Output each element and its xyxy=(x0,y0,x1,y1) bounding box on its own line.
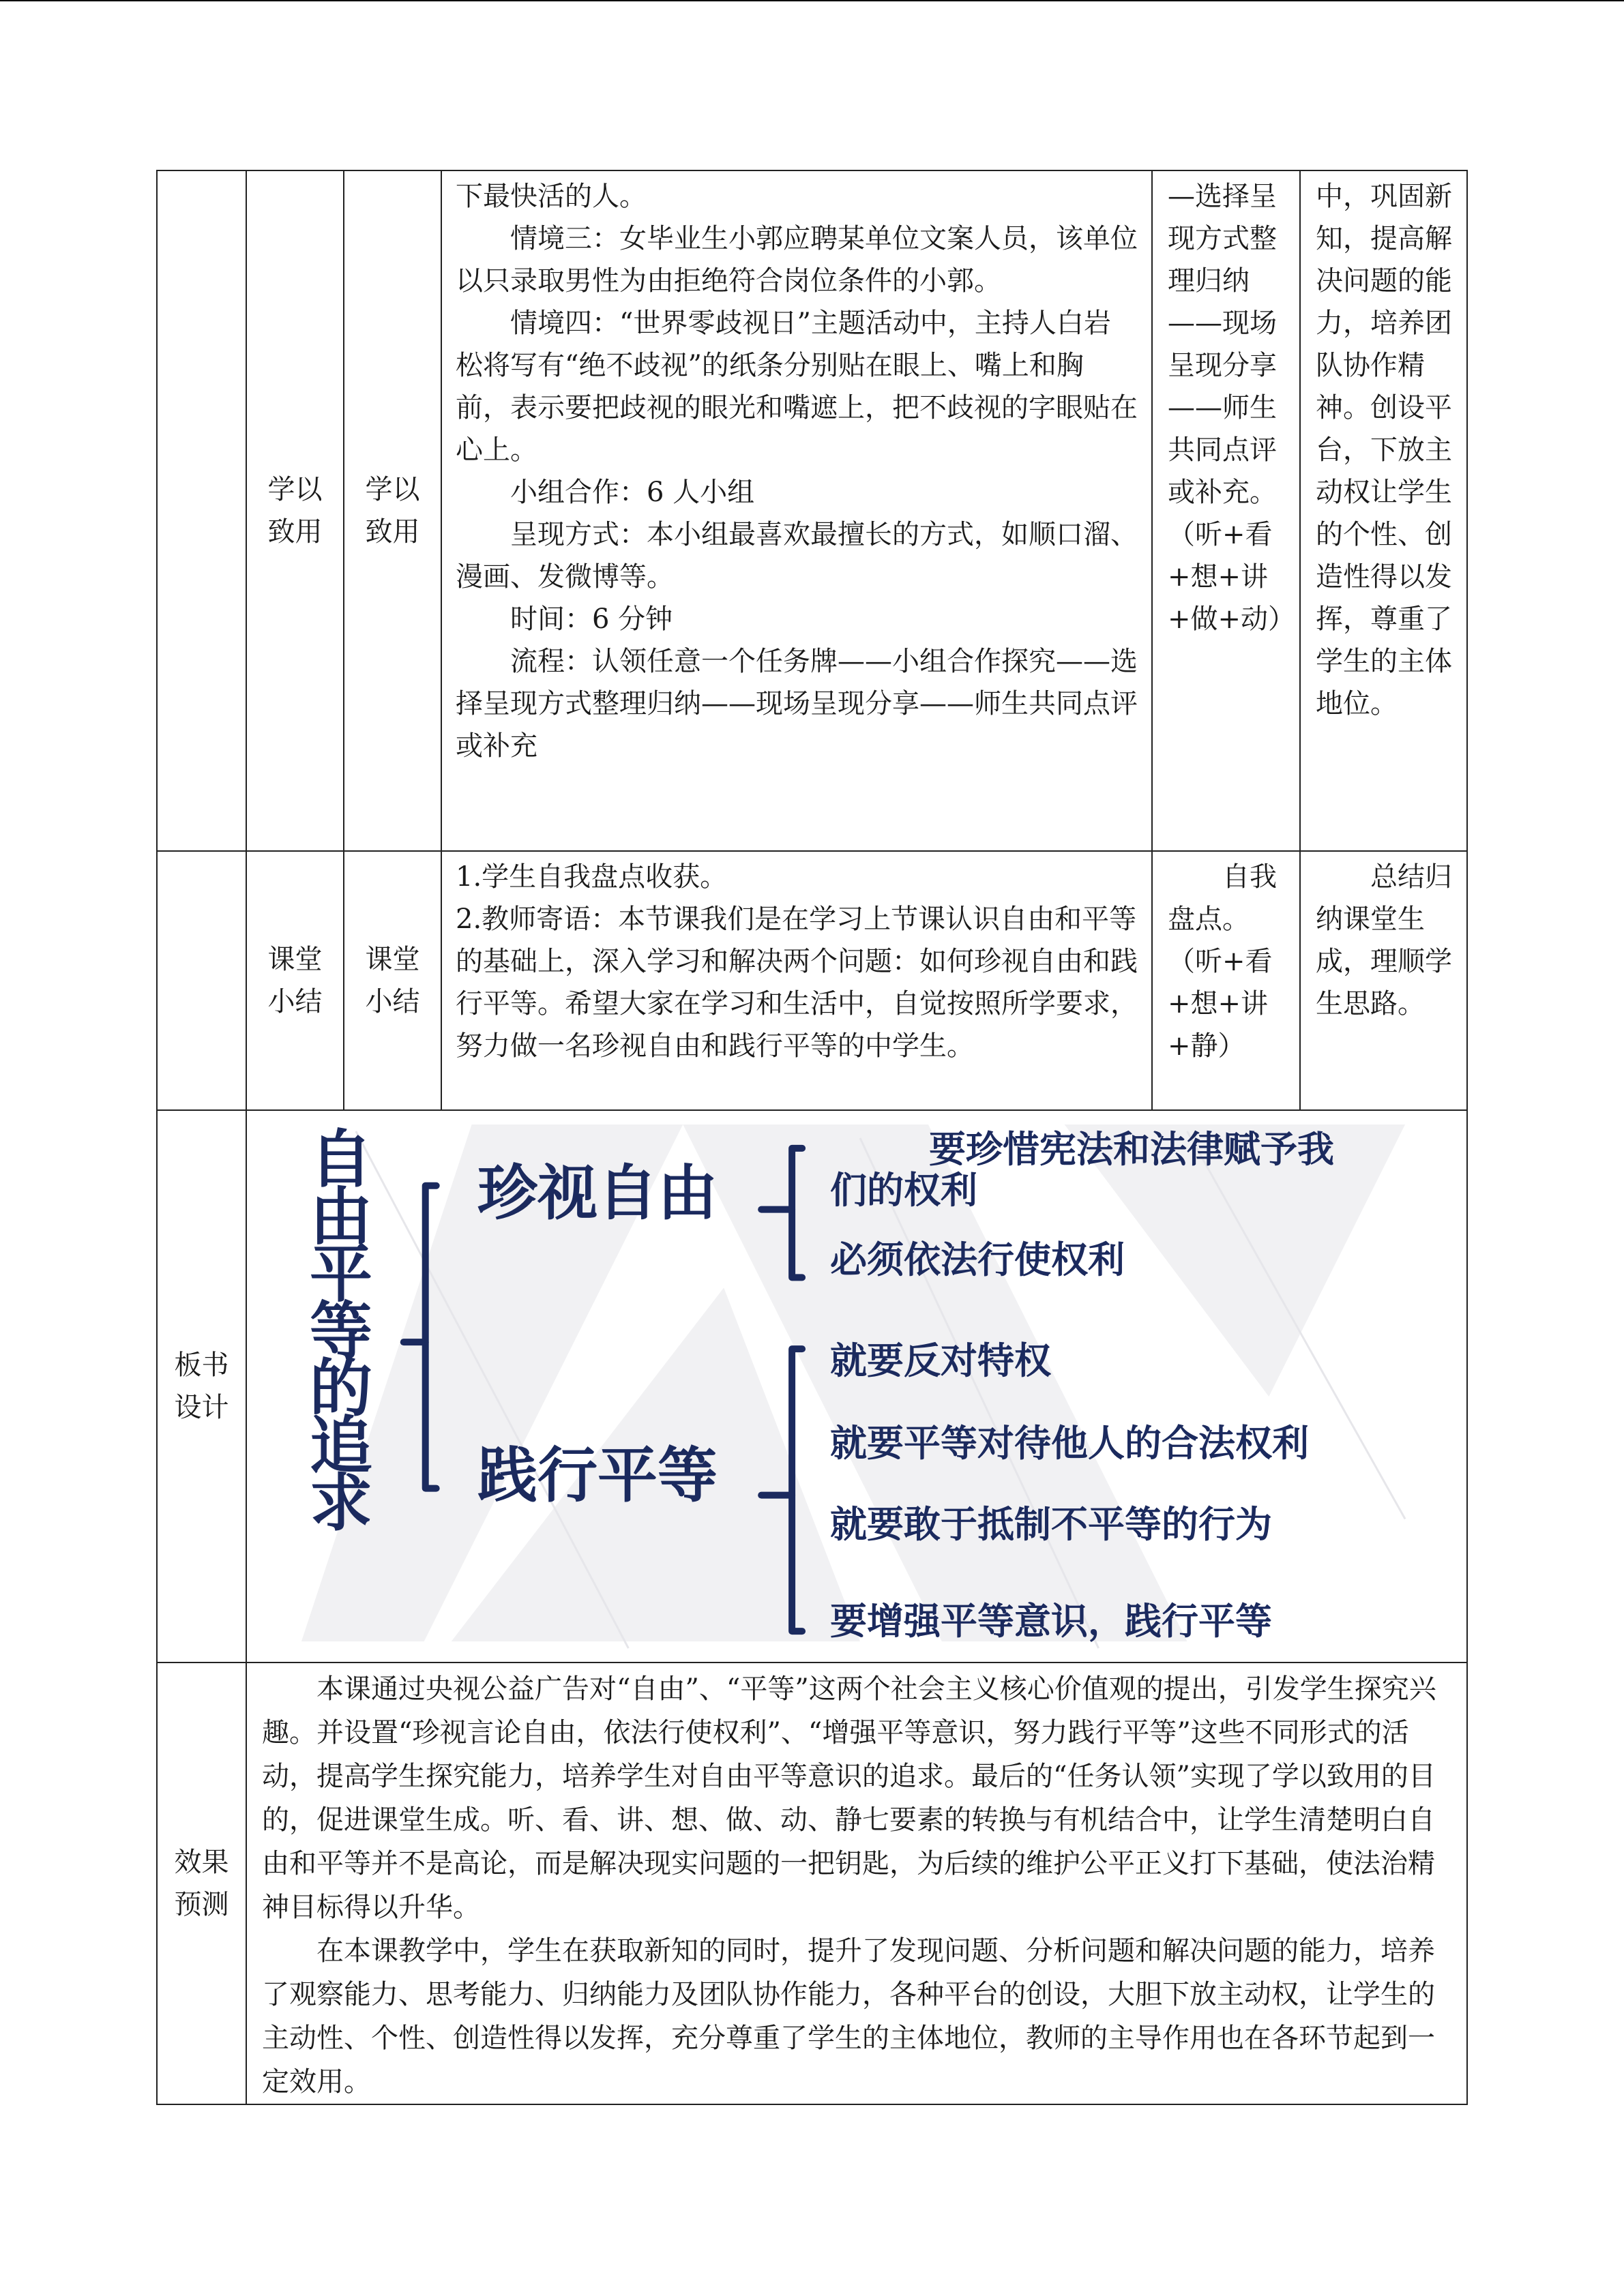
activity-label-line1: 学以 xyxy=(365,474,420,505)
student-activity: 自我盘点。 （听+看+想+讲+静） xyxy=(1152,851,1300,1110)
content-paragraph: 呈现方式：本小组最喜欢最擅长的方式，如顺口溜、漫画、发微博等。 xyxy=(456,519,1138,593)
content-paragraph: 时间：6 分钟 xyxy=(510,603,673,635)
board-branch-freedom: 珍视自由 xyxy=(477,1158,718,1228)
content-paragraph: 情境四：“世界零歧视日”主题活动中，主持人白岩松将写有“绝不歧视”的纸条分别贴在眼上、嘴上和胸前，表示要把歧视的眼光和嘴遮上，把不歧视的字眼贴在心上。 xyxy=(456,308,1138,466)
effect-forecast-content xyxy=(246,1663,1467,2104)
board-title-vertical xyxy=(308,1123,374,1540)
board-title-char: 等 xyxy=(309,1295,372,1368)
board-title-char: 的 xyxy=(309,1352,372,1425)
activity-label-line1: 课堂 xyxy=(365,944,420,975)
activity-label xyxy=(344,170,441,851)
board-title-char: 由 xyxy=(309,1180,372,1253)
board-leaf: 要增强平等意识，践行平等 xyxy=(830,1600,1272,1643)
section-label xyxy=(246,170,344,851)
board-leaf: 就要平等对待他人的合法权利 xyxy=(830,1422,1309,1465)
content-paragraph: 小组合作：6 人小组 xyxy=(510,477,755,508)
content-paragraph: 流程：认领任意一个任务牌——小组合作探究——选择呈现方式整理归纳——现场呈现分享——师生共同点评或补充 xyxy=(456,646,1138,762)
section-label-line2: 小结 xyxy=(267,986,323,1017)
effect-paragraph: 在本课教学中，学生在获取新知的同时，提升了发现问题、分析问题和解决问题的能力，培养了观察能力、思考能力、归纳能力及团队协作能力，各种平台的创设，大胆下放主动权，让学生的主动性、个性、创造性得以发挥，充分尊重了学生的主体地位，教师的主导作用也在各环节起到一定效用。 xyxy=(262,1935,1435,2098)
section-label xyxy=(157,1663,246,2104)
board-title-char: 求 xyxy=(309,1467,372,1540)
section-label xyxy=(157,1110,246,1663)
row-apply xyxy=(157,170,1467,851)
activity-label-line2: 致用 xyxy=(365,516,420,548)
teacher-activity-content xyxy=(441,170,1152,851)
stage-cell-empty xyxy=(157,851,246,1110)
design-intent: 中，巩固新知，提高解决问题的能力，培养团队协作精神。创设平台，下放主动权让学生的个性、创造性得以发挥，尊重了学生的主体地位。 xyxy=(1300,170,1467,851)
content-paragraph: 1.学生自我盘点收获。 xyxy=(456,861,728,893)
section-label-line1: 学以 xyxy=(267,474,323,505)
section-label-line2: 设计 xyxy=(174,1392,229,1423)
board-leaf: 就要敢于抵制不平等的行为 xyxy=(830,1503,1272,1546)
board-title-char: 自 xyxy=(309,1123,372,1196)
teacher-activity-content xyxy=(441,851,1152,1110)
board-title-char: 追 xyxy=(309,1410,372,1482)
student-activity: —选择呈现方式整理归纳——现场呈现分享——师生共同点评或补充。 （听+看+想+讲+做+动） xyxy=(1152,170,1300,851)
lesson-plan-table xyxy=(156,170,1468,2105)
section-label-line1: 课堂 xyxy=(267,944,323,975)
section-label-line2: 致用 xyxy=(267,516,323,548)
activity-label-line2: 小结 xyxy=(365,986,420,1017)
row-effect-forecast xyxy=(157,1663,1467,2104)
section-label-line1: 板书 xyxy=(174,1350,229,1381)
board-title-char: 平 xyxy=(309,1238,372,1311)
section-label-line1: 效果 xyxy=(174,1847,229,1878)
row-board-design xyxy=(157,1110,1467,1663)
board-leaf: 们的权利 xyxy=(830,1169,977,1212)
board-leaf: 就要反对特权 xyxy=(830,1339,1051,1382)
stage-cell-empty xyxy=(157,170,246,851)
board-design-cell xyxy=(246,1110,1467,1663)
design-intent: 总结归纳课堂生成，理顺学生思路。 xyxy=(1300,851,1467,1110)
section-label xyxy=(246,851,344,1110)
section-label-line2: 预测 xyxy=(174,1889,229,1920)
row-summary xyxy=(157,851,1467,1110)
effect-paragraph: 本课通过央视公益广告对“自由”、“平等”这两个社会主义核心价值观的提出，引发学生探究兴趣。并设置“珍视言论自由，依法行使权利”、“增强平等意识，努力践行平等”这些不同形式的活动，提高学生探究能力，培养学生对自由平等意识的追求。最后的“任务认领”实现了学以致用的目的，促进课堂生成。听、看、讲、想、做、动、静七要素的转换与有机结合中，让学生清楚明白自由和平等并不是高论，而是解决现实问题的一把钥匙，为后续的维护公平正义打下基础，使法治精神目标得以升华。 xyxy=(262,1673,1436,1923)
content-paragraph: 情境三：女毕业生小郭应聘某单位文案人员，该单位以只录取男性为由拒绝符合岗位条件的小郭。 xyxy=(456,223,1138,297)
board-branch-equality: 践行平等 xyxy=(477,1440,718,1510)
board-leaf: 要珍惜宪法和法律赋予我 xyxy=(929,1128,1334,1171)
board-leaf: 必须依法行使权利 xyxy=(830,1238,1125,1281)
activity-label xyxy=(344,851,441,1110)
content-paragraph: 下最快活的人。 xyxy=(456,181,647,212)
content-paragraph: 2.教师寄语：本节课我们是在学习上节课认识自由和平等的基础上，深入学习和解决两个问题：如何珍视自由和践行平等。希望大家在学习和生活中，自觉按照所学要求，努力做一名珍视自由和践行平等的中学生。 xyxy=(456,904,1138,1062)
